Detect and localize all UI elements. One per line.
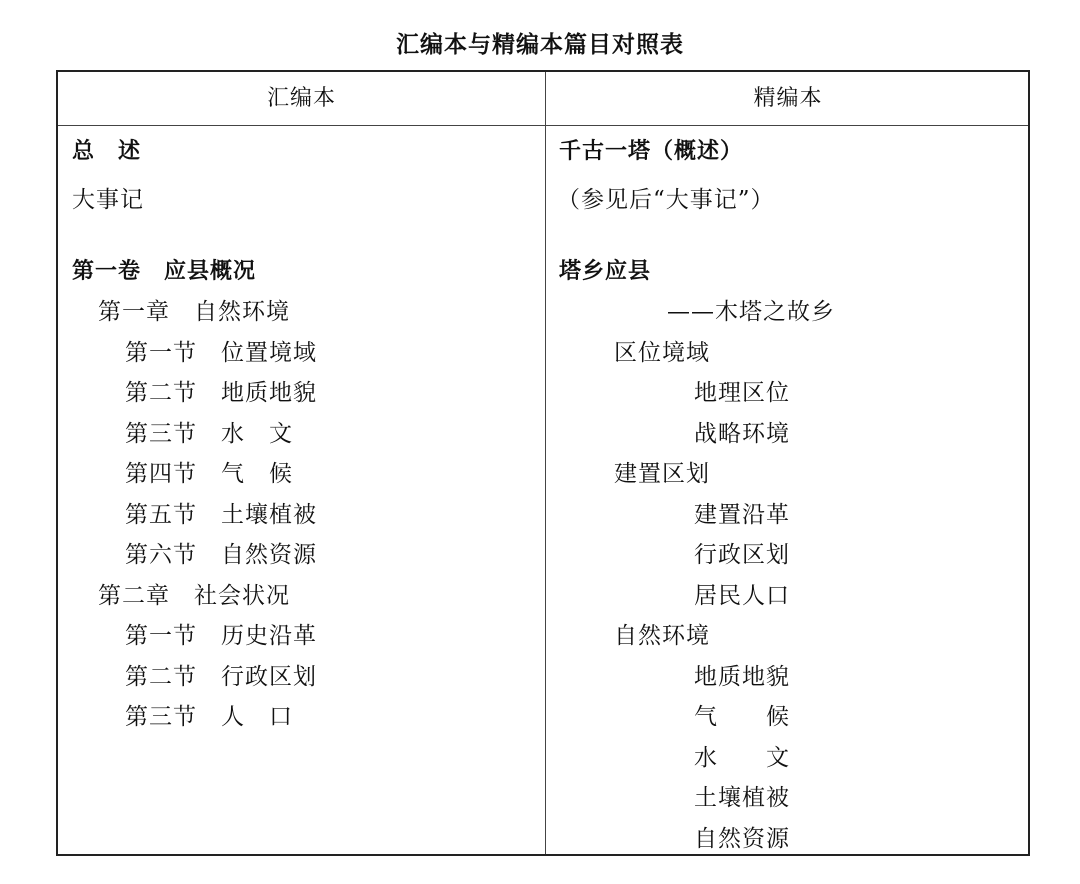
right-entry-item: 水 文 [694, 745, 790, 771]
right-entry-item: 地质地貌 [694, 664, 790, 690]
left-entry-section: 第一节 历史沿革 [125, 623, 317, 649]
right-entry-heading: 自然环境 [614, 623, 710, 649]
header-right-column: 精编本 [753, 86, 823, 111]
left-entry-section: 第三节 水 文 [125, 421, 293, 447]
right-entry-item: 地理区位 [694, 380, 790, 406]
right-entry-overview: 千古一塔（概述） [559, 139, 744, 164]
header-left-column: 汇编本 [266, 86, 336, 111]
column-divider [545, 72, 546, 854]
left-entry-section: 第五节 土壤植被 [125, 502, 317, 528]
right-entry-subtitle: ——木塔之故乡 [667, 299, 835, 325]
left-entry-section: 第二节 地质地貌 [125, 380, 317, 406]
right-entry-item: 居民人口 [694, 583, 790, 609]
left-entry-section: 第四节 气 候 [125, 461, 293, 487]
left-entry-volume-1: 第一卷 应县概况 [72, 259, 257, 284]
right-entry-item: 战略环境 [694, 421, 790, 447]
right-entry-item: 行政区划 [694, 542, 790, 568]
left-entry-section: 第一节 位置境域 [125, 340, 317, 366]
right-entry-heading: 区位境域 [614, 340, 710, 366]
header-divider [58, 125, 1028, 126]
left-entry-section: 第二节 行政区划 [125, 664, 317, 690]
right-entry-item: 自然资源 [694, 826, 790, 852]
left-entry-chapter-1: 第一章 自然环境 [98, 299, 290, 325]
right-entry-item: 土壤植被 [694, 785, 790, 811]
left-entry-chronicle: 大事记 [72, 187, 144, 213]
table-title: 汇编本与精编本篇目对照表 [396, 32, 684, 58]
left-entry-section: 第六节 自然资源 [125, 542, 317, 568]
left-entry-chapter-2: 第二章 社会状况 [98, 583, 290, 609]
left-entry-section: 第三节 人 口 [125, 704, 293, 730]
comparison-table [56, 70, 1030, 856]
right-entry-tower-county: 塔乡应县 [559, 259, 652, 284]
right-entry-item: 气 候 [694, 704, 790, 730]
right-entry-item: 建置沿革 [694, 502, 790, 528]
right-entry-heading: 建置区划 [614, 461, 710, 487]
right-entry-chronicle-ref: （参见后“大事记”） [557, 187, 775, 213]
left-entry-overview: 总 述 [72, 139, 142, 164]
